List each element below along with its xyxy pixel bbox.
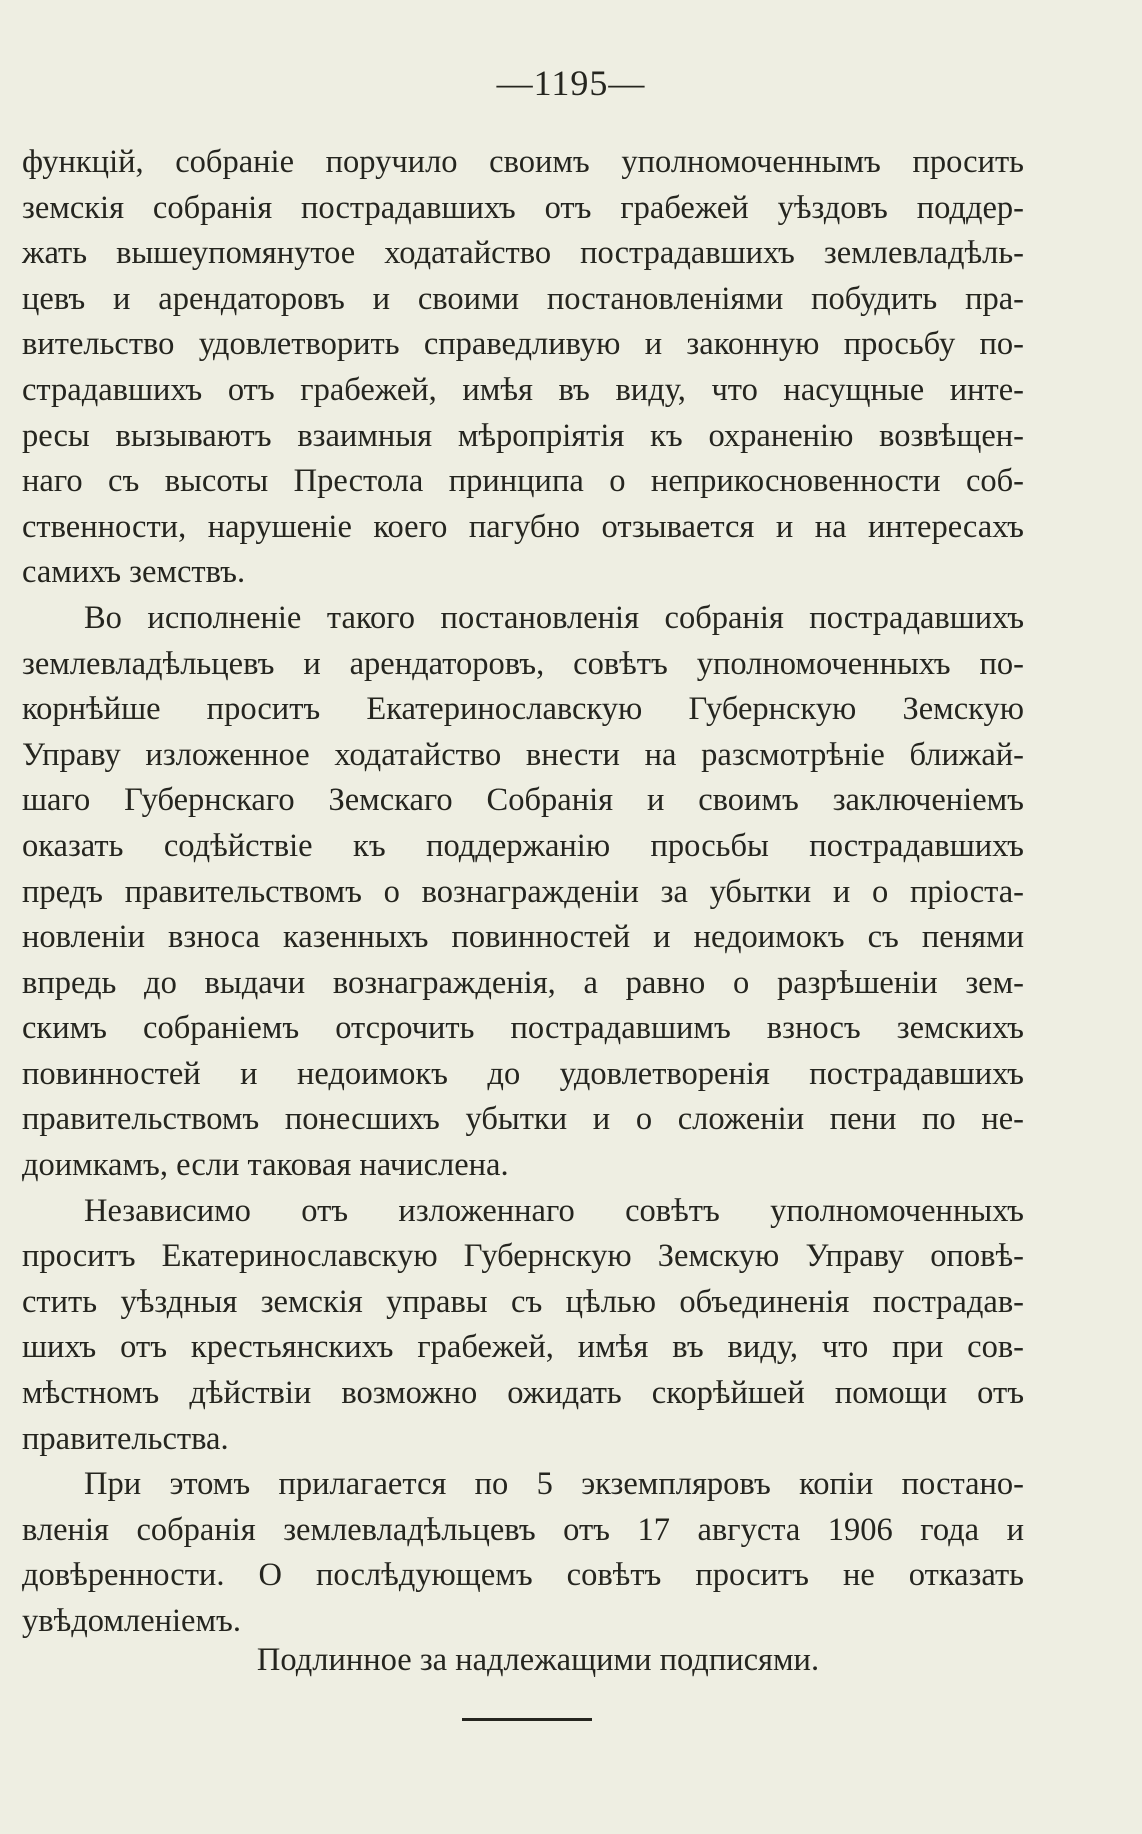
- text-line: вленія собранія землевладѣльцевъ отъ 17 августа 1906 года и: [22, 1511, 1024, 1548]
- paragraph-1: [22, 140, 1024, 596]
- text-line: шаго Губернскаго Земскаго Собранія и своимъ заключеніемъ: [22, 782, 1024, 819]
- text-line: мѣстномъ дѣйствіи возможно ожидать скорѣйшей помощи отъ: [22, 1375, 1024, 1412]
- text-line: стить уѣздныя земскія управы съ цѣлью объединенія пострадав-: [22, 1283, 1024, 1320]
- text-line: При этомъ прилагается по 5 экземпляровъ копіи постано-: [84, 1466, 1024, 1503]
- divider-rule: [462, 1718, 592, 1721]
- text-line: корнѣйше проситъ Екатеринославскую Губернскую Земскую: [22, 691, 1024, 728]
- text-line: земскія собранія пострадавшихъ отъ грабежей уѣздовъ поддер-: [22, 189, 1024, 226]
- paragraph-4: [22, 1462, 1024, 1644]
- text-line: правительствомъ понесшихъ убытки и о сложеніи пени по не-: [22, 1101, 1024, 1138]
- text-line: шихъ отъ крестьянскихъ грабежей, имѣя въ виду, что при сов-: [22, 1329, 1024, 1366]
- text-line: вительство удовлетворить справедливую и законную просьбу по-: [22, 326, 1024, 363]
- page-number: —1195—: [496, 63, 646, 103]
- text-line: ственности, нарушеніе коего пагубно отзывается и на интересахъ: [22, 508, 1024, 545]
- text-line: проситъ Екатеринославскую Губернскую Земскую Управу оповѣ-: [22, 1238, 1024, 1275]
- text-line: землевладѣльцевъ и арендаторовъ, совѣтъ уполномоченныхъ по-: [22, 645, 1024, 682]
- text-line: жать вышеупомянутое ходатайство пострадавшихъ землевладѣль-: [22, 235, 1024, 272]
- paragraph-3: [22, 1189, 1024, 1463]
- text-line: новленіи взноса казенныхъ повинностей и недоимокъ съ пенями: [22, 919, 1024, 956]
- closing-line: Подлинное за надлежащими подписями.: [256, 1642, 820, 1678]
- text-line: повинностей и недоимокъ до удовлетворенія пострадавшихъ: [22, 1055, 1024, 1092]
- text-line: предъ правительствомъ о вознагражденіи за убытки и о пріоста-: [22, 873, 1024, 910]
- text-line: цевъ и арендаторовъ и своими постановленіями побудить пра-: [22, 280, 1024, 317]
- text-line: страдавшихъ отъ грабежей, имѣя въ виду, что насущные инте-: [22, 371, 1024, 408]
- text-line: Во исполненіе такого постановленія собранія пострадавшихъ: [84, 599, 1024, 636]
- text-line: Управу изложенное ходатайство внести на разсмотрѣніе ближай-: [22, 736, 1024, 773]
- text-line: правительства.: [22, 1420, 229, 1457]
- paragraph-2: [22, 596, 1024, 1189]
- text-line: скимъ собраніемъ отсрочить пострадавшимъ взносъ земскихъ: [22, 1010, 1024, 1047]
- closing-note: [0, 1642, 1142, 1679]
- document-body: [22, 140, 1024, 1645]
- text-line: оказать содѣйствіе къ поддержанію просьбы пострадавшихъ: [22, 827, 1024, 864]
- text-line: самихъ земствъ.: [22, 554, 246, 591]
- text-line: увѣдомленіемъ.: [22, 1603, 241, 1639]
- text-line: довѣренности. О послѣдующемъ совѣтъ проситъ не отказать: [22, 1557, 1024, 1594]
- text-line: доимкамъ, если таковая начислена.: [22, 1147, 509, 1184]
- text-line: функцій, собраніе поручило своимъ уполномоченнымъ просить: [22, 144, 1024, 180]
- text-line: Независимо отъ изложеннаго совѣтъ уполномоченныхъ: [84, 1192, 1024, 1229]
- text-line: впредь до выдачи вознагражденія, а равно о разрѣшеніи зем-: [22, 964, 1024, 1001]
- text-line: наго съ высоты Престола принципа о неприкосновенности соб-: [22, 463, 1024, 500]
- text-line: ресы вызываютъ взаимныя мѣропріятія къ охраненію возвѣщен-: [22, 417, 1024, 454]
